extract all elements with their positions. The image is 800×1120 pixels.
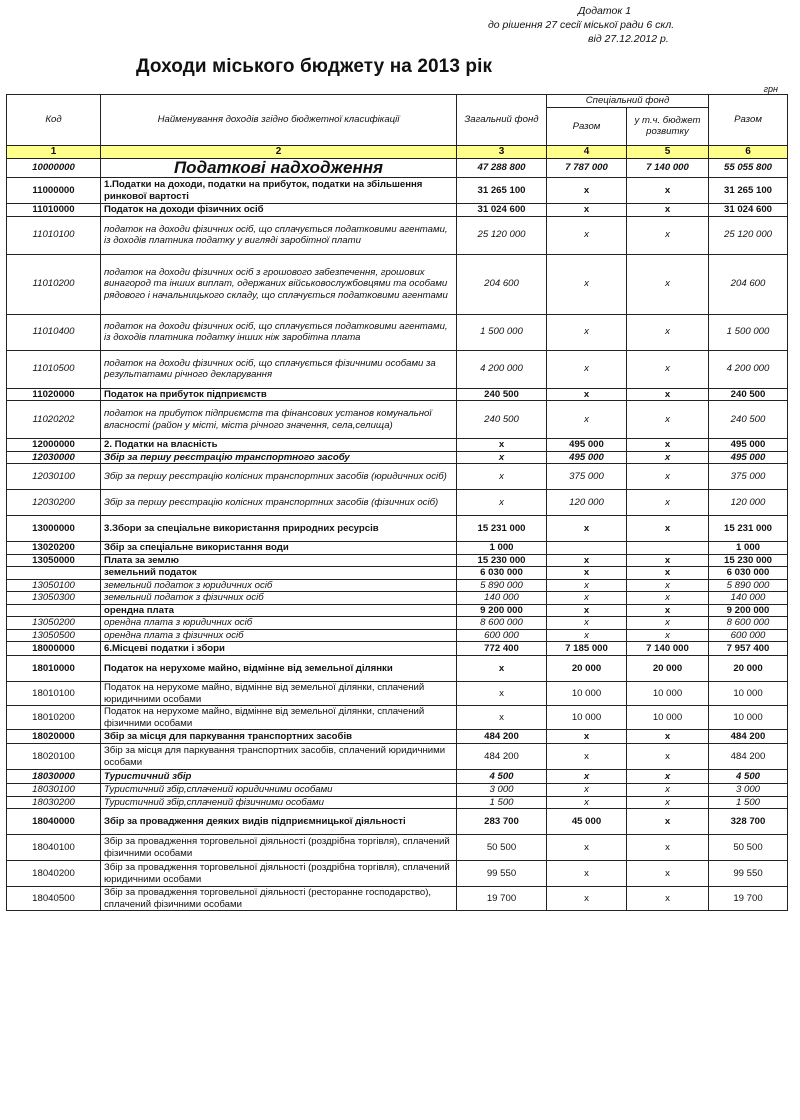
row-development-budget: х	[627, 490, 709, 516]
row-general-fund: х	[457, 451, 547, 464]
table-row	[7, 579, 788, 592]
row-development-budget: 7 140 000	[627, 159, 709, 178]
row-code: 18000000	[7, 642, 101, 656]
row-development-budget: х	[627, 350, 709, 388]
row-general-fund: 9 200 000	[457, 604, 547, 617]
row-code: 11010000	[7, 204, 101, 217]
row-development-budget: х	[627, 204, 709, 217]
row-code: 11010200	[7, 254, 101, 314]
table-row	[7, 784, 788, 797]
row-name: Плата за землю	[101, 554, 457, 567]
row-general-fund: 600 000	[457, 629, 547, 642]
header-name: Найменування доходів згідно бюджетної класифікації	[101, 95, 457, 146]
row-code: 13050500	[7, 629, 101, 642]
table-row	[7, 592, 788, 605]
row-general-fund: 484 200	[457, 744, 547, 770]
row-code: 11010500	[7, 350, 101, 388]
row-development-budget: х	[627, 629, 709, 642]
header-general-fund: Загальний фонд	[457, 95, 547, 146]
table-row	[7, 542, 788, 555]
header-special-total: Разом	[547, 107, 627, 146]
row-development-budget: 10 000	[627, 706, 709, 730]
row-development-budget: х	[627, 516, 709, 542]
row-special-fund: х	[547, 579, 627, 592]
row-name: Податок на нерухоме майно, відмінне від земельної ділянки	[101, 656, 457, 682]
row-total: 19 700	[709, 887, 788, 911]
row-code: 11000000	[7, 178, 101, 204]
row-name: земельний податок з юридичних осіб	[101, 579, 457, 592]
row-special-fund: 120 000	[547, 490, 627, 516]
row-name: 3.Збори за спеціальне використання природних ресурсів	[101, 516, 457, 542]
row-total: 10 000	[709, 682, 788, 706]
row-general-fund: 240 500	[457, 401, 547, 439]
row-development-budget: х	[627, 604, 709, 617]
row-total: 31 265 100	[709, 178, 788, 204]
row-general-fund: 5 890 000	[457, 579, 547, 592]
row-special-fund	[547, 542, 627, 555]
row-code: 12030100	[7, 464, 101, 490]
row-special-fund: 45 000	[547, 809, 627, 835]
row-total: 15 230 000	[709, 554, 788, 567]
table-row	[7, 796, 788, 809]
row-name: 1.Податки на доходи, податки на прибуток, податки на збільшення ринкової вартості	[101, 178, 457, 204]
row-development-budget: х	[627, 770, 709, 784]
budget-rows	[7, 159, 788, 911]
row-total: 328 700	[709, 809, 788, 835]
row-special-fund: х	[547, 254, 627, 314]
row-special-fund: 375 000	[547, 464, 627, 490]
row-code: 18010200	[7, 706, 101, 730]
row-total: 9 200 000	[709, 604, 788, 617]
row-special-fund: х	[547, 401, 627, 439]
row-general-fund: 15 231 000	[457, 516, 547, 542]
row-name: Податок на нерухоме майно, відмінне від земельної ділянки, сплачений фізичними особами	[101, 706, 457, 730]
row-total: 140 000	[709, 592, 788, 605]
column-number: 6	[709, 146, 788, 159]
row-development-budget: х	[627, 796, 709, 809]
row-development-budget: х	[627, 401, 709, 439]
row-total: 7 957 400	[709, 642, 788, 656]
row-special-fund: х	[547, 516, 627, 542]
row-total: 1 000	[709, 542, 788, 555]
row-code: 10000000	[7, 159, 101, 178]
table-row	[7, 350, 788, 388]
row-total: 50 500	[709, 835, 788, 861]
row-general-fund: 6 030 000	[457, 567, 547, 580]
table-row	[7, 401, 788, 439]
row-code: 12030000	[7, 451, 101, 464]
row-general-fund: 283 700	[457, 809, 547, 835]
row-name: Податок на доходи фізичних осіб	[101, 204, 457, 217]
row-general-fund: 772 400	[457, 642, 547, 656]
row-code: 12000000	[7, 439, 101, 452]
table-row	[7, 835, 788, 861]
row-development-budget: х	[627, 784, 709, 797]
row-name: податок на прибуток підприємств та фінансових установ комунальної власності (район у місті, міста річного значення, села,селища)	[101, 401, 457, 439]
row-code: 13050100	[7, 579, 101, 592]
row-name: Збір за першу реєстрацію колісних транспортних засобів (юридичних осіб)	[101, 464, 457, 490]
table-row	[7, 554, 788, 567]
row-general-fund: х	[457, 439, 547, 452]
row-special-fund: х	[547, 604, 627, 617]
row-name: Туристичний збір,сплачений фізичними особами	[101, 796, 457, 809]
table-row	[7, 629, 788, 642]
row-general-fund: 4 500	[457, 770, 547, 784]
row-total: 1 500	[709, 796, 788, 809]
row-name: Збір за місця для паркування транспортних засобів, сплачений юридичними особами	[101, 744, 457, 770]
table-row	[7, 451, 788, 464]
row-special-fund: х	[547, 216, 627, 254]
row-name: Туристичний збір	[101, 770, 457, 784]
row-special-fund: х	[547, 770, 627, 784]
column-number: 3	[457, 146, 547, 159]
row-code: 13050200	[7, 617, 101, 630]
row-special-fund: х	[547, 861, 627, 887]
row-general-fund: 47 288 800	[457, 159, 547, 178]
row-development-budget: х	[627, 439, 709, 452]
row-name: Туристичний збір,сплачений юридичними особами	[101, 784, 457, 797]
row-special-fund: х	[547, 629, 627, 642]
table-row	[7, 604, 788, 617]
row-total: 99 550	[709, 861, 788, 887]
row-code: 13020200	[7, 542, 101, 555]
row-total: 8 600 000	[709, 617, 788, 630]
row-development-budget: х	[627, 835, 709, 861]
row-special-fund: х	[547, 796, 627, 809]
table-row	[7, 254, 788, 314]
annex-date: від 27.12.2012 р.	[588, 33, 669, 45]
row-total: 120 000	[709, 490, 788, 516]
row-development-budget: х	[627, 314, 709, 350]
row-total: 25 120 000	[709, 216, 788, 254]
row-development-budget: х	[627, 451, 709, 464]
row-name: податок на доходи фізичних осіб, що сплачується фізичними особами за результатами річного декларування	[101, 350, 457, 388]
row-general-fund: х	[457, 706, 547, 730]
row-code: 13000000	[7, 516, 101, 542]
column-number-row	[7, 146, 788, 159]
row-general-fund: 1 000	[457, 542, 547, 555]
row-name: 2. Податки на власність	[101, 439, 457, 452]
row-special-fund: х	[547, 314, 627, 350]
row-total: 31 024 600	[709, 204, 788, 217]
row-development-budget: х	[627, 744, 709, 770]
row-name: Збір за місця для паркування транспортних засобів	[101, 730, 457, 744]
row-name: Збір за спеціальне використання води	[101, 542, 457, 555]
row-special-fund: х	[547, 567, 627, 580]
row-general-fund: 204 600	[457, 254, 547, 314]
column-number: 2	[101, 146, 457, 159]
row-code	[7, 604, 101, 617]
row-special-fund: х	[547, 204, 627, 217]
table-row	[7, 617, 788, 630]
row-general-fund: 25 120 000	[457, 216, 547, 254]
row-total: 55 055 800	[709, 159, 788, 178]
row-total: 6 030 000	[709, 567, 788, 580]
row-code: 18020100	[7, 744, 101, 770]
row-name: Податок на прибуток підприємств	[101, 388, 457, 401]
header-code: Код	[7, 95, 101, 146]
header-special-dev: у т.ч. бюджет розвитку	[627, 107, 709, 146]
row-development-budget: 20 000	[627, 656, 709, 682]
table-row	[7, 516, 788, 542]
row-total: 4 500	[709, 770, 788, 784]
row-code: 11020202	[7, 401, 101, 439]
table-row	[7, 809, 788, 835]
row-name: Збір за провадження торговельної діяльності (роздрібна торгівля), сплачений фізичними особами	[101, 835, 457, 861]
row-development-budget: х	[627, 178, 709, 204]
row-name: Збір за першу реєстрацію транспортного засобу	[101, 451, 457, 464]
row-total: 204 600	[709, 254, 788, 314]
row-name: орендна плата з юридичних осіб	[101, 617, 457, 630]
row-development-budget: х	[627, 554, 709, 567]
table-row	[7, 682, 788, 706]
table-row	[7, 464, 788, 490]
row-general-fund: 3 000	[457, 784, 547, 797]
table-row	[7, 439, 788, 452]
row-special-fund: х	[547, 784, 627, 797]
row-special-fund: х	[547, 744, 627, 770]
column-number: 5	[627, 146, 709, 159]
table-row	[7, 204, 788, 217]
table-row	[7, 730, 788, 744]
row-development-budget: х	[627, 216, 709, 254]
row-development-budget: х	[627, 730, 709, 744]
row-general-fund: х	[457, 490, 547, 516]
row-total: 495 000	[709, 439, 788, 452]
row-total: 240 500	[709, 388, 788, 401]
table-row	[7, 388, 788, 401]
row-special-fund: х	[547, 887, 627, 911]
row-code: 11010100	[7, 216, 101, 254]
row-development-budget: х	[627, 464, 709, 490]
budget-table	[6, 94, 788, 911]
row-name: Податок на нерухоме майно, відмінне від земельної ділянки, сплачений юридичними особами	[101, 682, 457, 706]
row-general-fund: х	[457, 656, 547, 682]
row-code: 11020000	[7, 388, 101, 401]
row-code: 12030200	[7, 490, 101, 516]
row-special-fund: х	[547, 835, 627, 861]
table-row	[7, 770, 788, 784]
row-development-budget: х	[627, 592, 709, 605]
row-special-fund: х	[547, 617, 627, 630]
row-code	[7, 567, 101, 580]
table-row	[7, 642, 788, 656]
row-development-budget: х	[627, 861, 709, 887]
table-row	[7, 178, 788, 204]
row-name: орендна плата з фізичних осіб	[101, 629, 457, 642]
row-development-budget: х	[627, 579, 709, 592]
table-row	[7, 216, 788, 254]
row-general-fund: 31 024 600	[457, 204, 547, 217]
row-special-fund: 495 000	[547, 451, 627, 464]
row-special-fund: 20 000	[547, 656, 627, 682]
row-special-fund: 7 185 000	[547, 642, 627, 656]
row-development-budget: х	[627, 887, 709, 911]
row-code: 13050000	[7, 554, 101, 567]
row-total: 495 000	[709, 451, 788, 464]
table-row	[7, 744, 788, 770]
row-name: податок на доходи фізичних осіб з грошового забезпечення, грошових винагород та інших виплат, одержаних військовослужбовцями та особами рядового і начальницького складу, що сплачується податковими агентами	[101, 254, 457, 314]
column-number: 4	[547, 146, 627, 159]
row-special-fund: х	[547, 178, 627, 204]
table-row	[7, 706, 788, 730]
currency-unit: грн	[763, 84, 778, 94]
row-development-budget: х	[627, 809, 709, 835]
row-total: 15 231 000	[709, 516, 788, 542]
row-development-budget: х	[627, 617, 709, 630]
row-code: 18030100	[7, 784, 101, 797]
row-special-fund: х	[547, 388, 627, 401]
row-total: 4 200 000	[709, 350, 788, 388]
row-general-fund: 50 500	[457, 835, 547, 861]
row-code: 11010400	[7, 314, 101, 350]
row-code: 18010000	[7, 656, 101, 682]
row-special-fund: 495 000	[547, 439, 627, 452]
header-special-fund: Спеціальний фонд	[547, 95, 709, 108]
row-name: Збір за провадження деяких видів підприємницької діяльності	[101, 809, 457, 835]
row-code: 13050300	[7, 592, 101, 605]
row-name: Збір за першу реєстрацію колісних транспортних засобів (фізичних осіб)	[101, 490, 457, 516]
row-total: 600 000	[709, 629, 788, 642]
row-total: 3 000	[709, 784, 788, 797]
row-name: орендна плата	[101, 604, 457, 617]
header-total: Разом	[709, 95, 788, 146]
row-code: 18020000	[7, 730, 101, 744]
row-total: 375 000	[709, 464, 788, 490]
row-name: податок на доходи фізичних осіб, що сплачується податковими агентами, із доходів платника податку інших ніж заробітна плата	[101, 314, 457, 350]
row-code: 18030200	[7, 796, 101, 809]
table-row	[7, 861, 788, 887]
row-general-fund: х	[457, 682, 547, 706]
table-row	[7, 656, 788, 682]
row-general-fund: х	[457, 464, 547, 490]
annex-decision: до рішення 27 сесії міської ради 6 скл.	[488, 19, 675, 31]
row-name: Збір за провадження торговельної діяльності (роздрібна торгівля), сплачений юридичними особами	[101, 861, 457, 887]
row-general-fund: 1 500	[457, 796, 547, 809]
row-code: 18040000	[7, 809, 101, 835]
row-name: Податкові надходження	[101, 159, 457, 178]
row-development-budget: 10 000	[627, 682, 709, 706]
row-name: податок на доходи фізичних осіб, що сплачується податковими агентами, із доходів платника податку у вигляді заробітної плати	[101, 216, 457, 254]
row-development-budget: х	[627, 388, 709, 401]
row-general-fund: 31 265 100	[457, 178, 547, 204]
row-total: 10 000	[709, 706, 788, 730]
row-total: 1 500 000	[709, 314, 788, 350]
row-code: 18010100	[7, 682, 101, 706]
row-special-fund: х	[547, 554, 627, 567]
row-special-fund: 7 787 000	[547, 159, 627, 178]
row-code: 18040500	[7, 887, 101, 911]
row-development-budget: 7 140 000	[627, 642, 709, 656]
row-total: 484 200	[709, 730, 788, 744]
table-row	[7, 490, 788, 516]
row-special-fund: 10 000	[547, 706, 627, 730]
row-general-fund: 140 000	[457, 592, 547, 605]
row-special-fund: х	[547, 350, 627, 388]
row-code: 18040200	[7, 861, 101, 887]
row-general-fund: 484 200	[457, 730, 547, 744]
row-name: 6.Місцеві податки і збори	[101, 642, 457, 656]
row-name: земельний податок	[101, 567, 457, 580]
annex-note	[488, 4, 688, 46]
row-general-fund: 1 500 000	[457, 314, 547, 350]
row-total: 484 200	[709, 744, 788, 770]
row-name: Збір за провадження торговельної діяльності (ресторанне господарство), сплачений фізичними особами	[101, 887, 457, 911]
row-general-fund: 99 550	[457, 861, 547, 887]
row-code: 18040100	[7, 835, 101, 861]
document-title: Доходи міського бюджету на 2013 рік	[136, 56, 493, 77]
row-special-fund: 10 000	[547, 682, 627, 706]
table-row	[7, 314, 788, 350]
row-total: 20 000	[709, 656, 788, 682]
row-special-fund: х	[547, 592, 627, 605]
row-general-fund: 4 200 000	[457, 350, 547, 388]
row-name: земельний податок з фізичних осіб	[101, 592, 457, 605]
row-development-budget: х	[627, 567, 709, 580]
row-development-budget	[627, 542, 709, 555]
table-row	[7, 159, 788, 178]
table-row	[7, 887, 788, 911]
row-general-fund: 19 700	[457, 887, 547, 911]
row-total: 5 890 000	[709, 579, 788, 592]
row-general-fund: 15 230 000	[457, 554, 547, 567]
table-row	[7, 567, 788, 580]
row-total: 240 500	[709, 401, 788, 439]
annex-number: Додаток 1	[578, 5, 632, 17]
row-general-fund: 8 600 000	[457, 617, 547, 630]
row-special-fund: х	[547, 730, 627, 744]
row-development-budget: х	[627, 254, 709, 314]
row-general-fund: 240 500	[457, 388, 547, 401]
column-number: 1	[7, 146, 101, 159]
row-code: 18030000	[7, 770, 101, 784]
